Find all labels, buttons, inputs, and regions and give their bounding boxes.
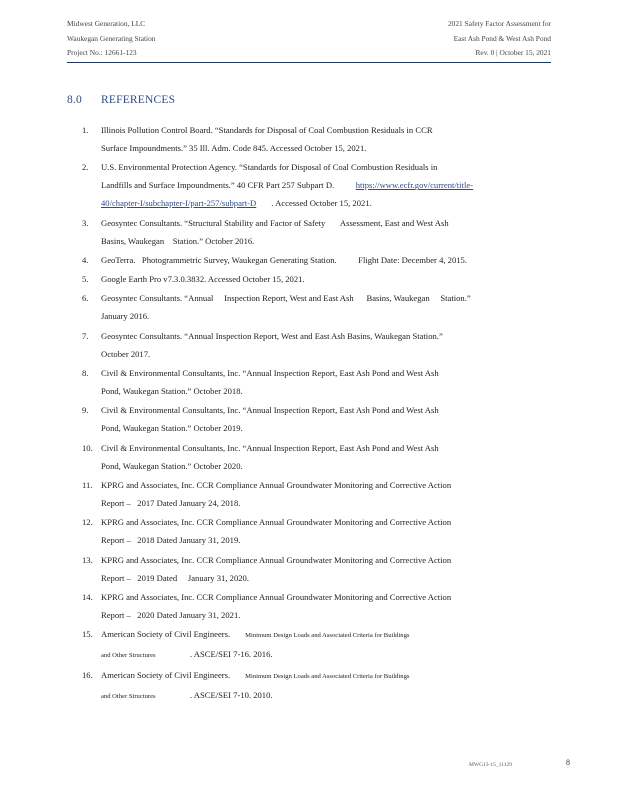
reference-item [82,327,552,363]
reference-text: Civil & Environmental Consultants, Inc. “Annual Inspection Report, East Ash Pond and West Ash [101,405,439,416]
reference-text: Report – 2017 Dated January 24, 2018. [101,497,241,508]
reference-item [82,666,552,706]
section-number: 8.0 [67,94,82,106]
reference-text: Geosyntec Consultants. “Annual Inspection Report, West and East Ash Basins, Waukegan Station.” [101,293,471,304]
reference-number: 9. [82,405,89,416]
reference-item [82,513,552,549]
reference-item [82,476,552,512]
header-right [448,17,551,61]
reference-item [82,364,552,400]
section-heading [67,94,175,106]
section-title: REFERENCES [101,94,176,106]
header-divider [67,62,551,63]
reference-title-small: Minimum Design Loads and Associated Criteria for Buildings [245,632,410,640]
reference-number: 10. [82,442,93,453]
reference-text: KPRG and Associates, Inc. CCR Compliance Annual Groundwater Monitoring and Corrective Action [101,554,452,565]
reference-number: 1. [82,125,89,135]
header-revision: Rev. 0 | October 15, 2021 [475,48,551,57]
reference-text: . Accessed October 15, 2021. [271,198,372,209]
reference-text: Geosyntec Consultants. “Annual Inspection Report, West and East Ash Basins, Waukegan Station.” [101,330,443,341]
reference-text: . ASCE/SEI 7-10. 2010. [189,690,273,701]
reference-item [82,121,552,157]
reference-text: American Society of Civil Engineers. [101,670,231,681]
reference-item [82,439,552,475]
reference-item [82,270,552,288]
reference-item [82,158,552,212]
header-company: Midwest Generation, LLC [67,19,146,28]
reference-number: 16. [82,670,93,681]
reference-text: Surface Impoundments.” 35 Ill. Adm. Code 845. Accessed October 15, 2021. [101,143,367,153]
reference-text: American Society of Civil Engineers. [101,629,231,640]
reference-text: Google Earth Pro v7.3.0.3832. Accessed October 15, 2021. [101,274,305,285]
reference-link[interactable]: https://www.ecfr.gov/current/title- [355,180,474,191]
reference-number: 8. [82,368,89,379]
header-report-subject: East Ash Pond & West Ash Pond [453,33,551,43]
reference-text: U.S. Environmental Protection Agency. “Standards for Disposal of Coal Combustion Residuals in [101,162,438,173]
reference-text: GeoTerra. Photogrammetric Survey, Waukegan Generating Station. Flight Date: December 4, 2015. [101,254,467,265]
reference-number: 11. [82,479,93,490]
reference-text: KPRG and Associates, Inc. CCR Compliance Annual Groundwater Monitoring and Corrective Action [101,479,452,490]
reference-text: Landfills and Surface Impoundments.” 40 CFR Part 257 Subpart D. [101,180,335,191]
reference-item [82,401,552,437]
reference-text: Civil & Environmental Consultants, Inc. “Annual Inspection Report, East Ash Pond and West Ash [101,442,439,453]
reference-item [82,551,552,587]
header-left [67,17,155,61]
reference-text: KPRG and Associates, Inc. CCR Compliance Annual Groundwater Monitoring and Corrective Action [101,517,452,528]
reference-item [82,251,552,269]
reference-number: 4. [82,254,89,265]
reference-text: Report – 2018 Dated January 31, 2019. [101,535,241,546]
reference-text: Illinois Pollution Control Board. “Standards for Disposal of Coal Combustion Residuals in CCR [101,125,433,135]
reference-text: . ASCE/SEI 7-16. 2016. [189,649,273,660]
reference-item [82,625,552,665]
reference-number: 13. [82,554,93,565]
references-list [82,121,552,708]
reference-number: 7. [82,330,89,341]
reference-number: 3. [82,217,89,228]
reference-item [82,289,552,325]
reference-text: Geosyntec Consultants. “Structural Stability and Factor of Safety Assessment, East and West Ash [101,217,449,228]
reference-text: January 2016. [101,311,150,322]
reference-number: 2. [82,162,89,173]
reference-text: Pond, Waukegan Station.” October 2020. [101,460,243,471]
reference-number: 14. [82,591,93,602]
reference-title-small: and Other Structures [101,652,156,660]
reference-item [82,588,552,624]
header-station: Waukegan Generating Station [67,33,156,43]
reference-text: October 2017. [101,348,151,359]
reference-number: 15. [82,629,93,640]
page-number: 8 [566,758,570,767]
reference-text: Basins, Waukegan Station.” October 2016. [101,235,255,246]
reference-text: KPRG and Associates, Inc. CCR Compliance Annual Groundwater Monitoring and Corrective Action [101,591,452,602]
reference-number: 12. [82,517,93,528]
header-report-title: 2021 Safety Factor Assessment for [447,19,551,28]
reference-item [82,214,552,250]
reference-text: Report – 2020 Dated January 31, 2021. [101,609,241,620]
reference-title-small: Minimum Design Loads and Associated Criteria for Buildings [245,673,410,681]
reference-number: 5. [82,274,89,285]
reference-link[interactable]: 40/chapter-I/subchapter-I/part-257/subpart-D [101,198,257,209]
reference-title-small: and Other Structures [101,693,156,701]
reference-text: Pond, Waukegan Station.” October 2018. [101,386,243,397]
header-project-number: Project No.: 12661-123 [67,48,137,57]
reference-number: 6. [82,293,89,304]
reference-text: Civil & Environmental Consultants, Inc. “Annual Inspection Report, East Ash Pond and West Ash [101,368,439,379]
reference-text: Pond, Waukegan Station.” October 2019. [101,423,243,434]
reference-text: Report – 2019 Dated January 31, 2020. [101,572,249,583]
footer-document-code: MWG13-15_11129 [469,762,512,768]
